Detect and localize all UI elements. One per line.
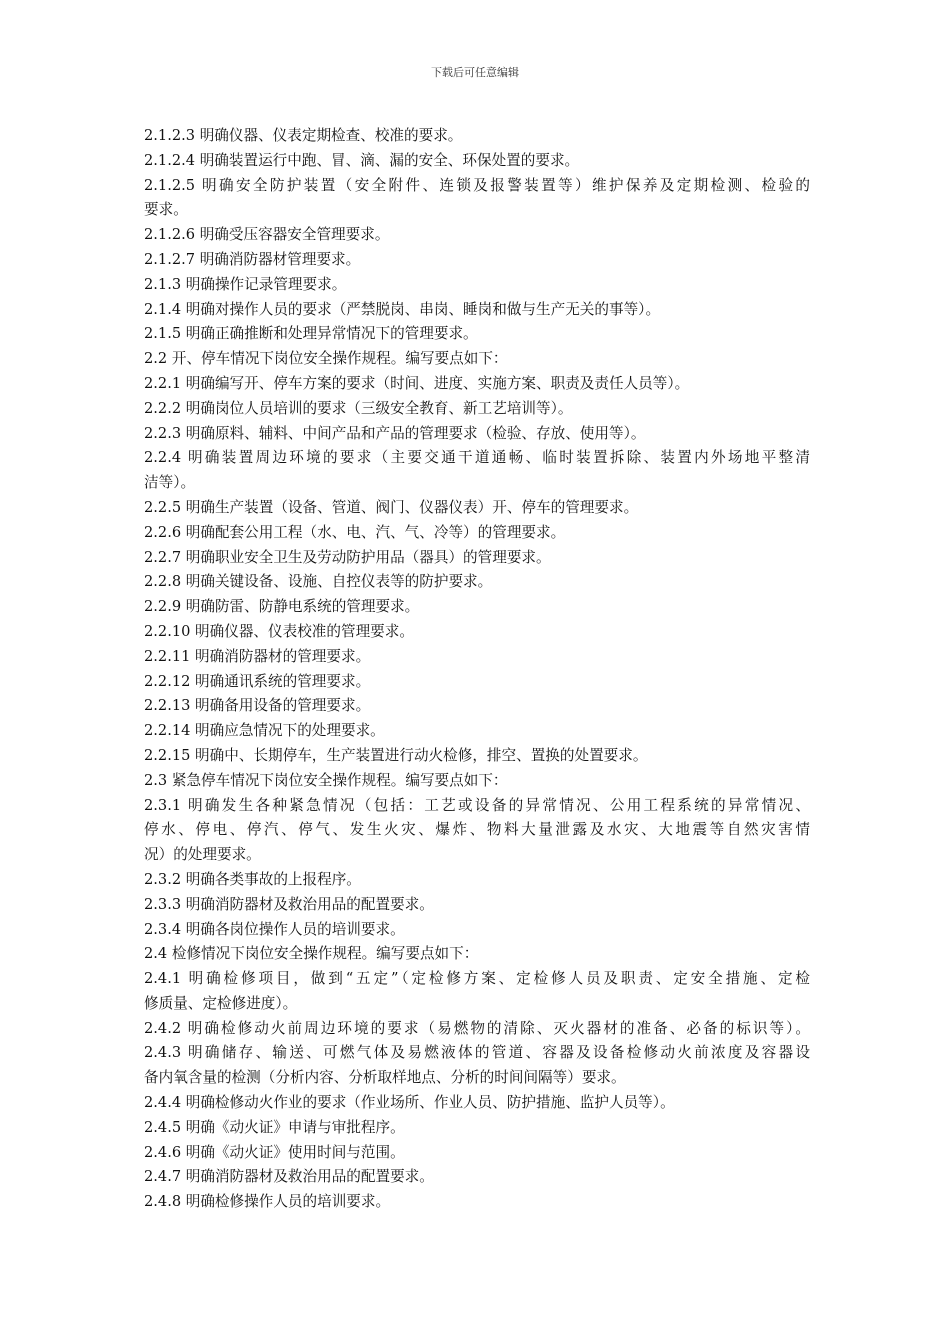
text-line: 2.1.5 明确正确推断和处理异常情况下的管理要求。 [144,325,478,343]
text-line: 2.2.12 明确通讯系统的管理要求。 [144,672,371,690]
text-line: 2.2.15 明确中、长期停车，生产装置进行动火检修，排空、置换的处置要求。 [144,746,648,764]
text-line: 要求。 [144,201,188,219]
text-line: 2.3.4 明确各岗位操作人员的培训要求。 [144,920,405,938]
text-line: 2.4.8 明确检修操作人员的培训要求。 [144,1193,391,1211]
text-line: 2.1.2.4 明确装置运行中跑、冒、滴、漏的安全、环保处置的要求。 [144,151,580,169]
text-line: 2.2.8 明确关键设备、设施、自控仪表等的防护要求。 [144,573,493,591]
text-line: 2.2.6 明确配套公用工程（水、电、汽、气、冷等）的管理要求。 [144,523,566,541]
text-line: 2.3.3 明确消防器材及救治用品的配置要求。 [144,895,434,913]
text-line: 2.2.9 明确防雷、防静电系统的管理要求。 [144,598,420,616]
text-line: 2.3.1 明确发生各种紧急情况（包括：工艺或设备的异常情况、公用工程系统的异常情况、 [144,796,810,814]
text-line: 2.2.10 明确仪器、仪表校准的管理要求。 [144,622,414,640]
text-line: 况）的处理要求。 [144,846,261,864]
text-line: 2.4.4 明确检修动火作业的要求（作业场所、作业人员、防护措施、监护人员等）。 [144,1094,675,1112]
document-body [144,124,810,1215]
text-line: 2.2.3 明确原料、辅料、中间产品和产品的管理要求（检验、存放、使用等）。 [144,424,646,442]
text-line: 2.4 检修情况下岗位安全操作规程。编写要点如下： [144,945,479,963]
text-line: 2.2.7 明确职业安全卫生及劳动防护用品（器具）的管理要求。 [144,548,551,566]
text-line: 洁等）。 [144,474,196,492]
text-line: 2.2.11 明确消防器材的管理要求。 [144,647,371,665]
text-line: 停水、停电、停汽、停气、发生火灾、爆炸、物料大量泄露及水灾、大地震等自然灾害情 [144,821,810,839]
text-line: 2.2 开、停车情况下岗位安全操作规程。编写要点如下： [144,350,508,368]
text-line: 2.2.5 明确生产装置（设备、管道、阀门、仪器仪表）开、停车的管理要求。 [144,498,639,516]
text-line: 2.4.3 明确储存、输送、可燃气体及易燃液体的管道、容器及设备检修动火前浓度及容器设 [144,1044,810,1062]
text-line: 2.1.4 明确对操作人员的要求（严禁脱岗、串岗、睡岗和做与生产无关的事等）。 [144,300,661,318]
text-line: 2.1.2.7 明确消防器材管理要求。 [144,250,361,268]
text-line: 2.2.13 明确备用设备的管理要求。 [144,697,371,715]
text-line: 2.4.2 明确检修动火前周边环境的要求（易燃物的清除、灭火器材的准备、必备的标识等）。 [144,1019,810,1037]
page-header: 下载后可任意编辑 [431,66,519,79]
text-line: 2.4.5 明确《动火证》申请与审批程序。 [144,1118,405,1136]
text-line: 2.3 紧急停车情况下岗位安全操作规程。编写要点如下： [144,771,508,789]
text-line: 2.2.2 明确岗位人员培训的要求（三级安全教育、新工艺培训等）。 [144,399,573,417]
text-line: 2.1.2.3 明确仪器、仪表定期检查、校准的要求。 [144,127,463,144]
text-line: 2.4.1 明确检修项目，做到“五定”（定检修方案、定检修人员及职责、定安全措施、定检 [144,970,810,988]
text-line: 2.1.2.6 明确受压容器安全管理要求。 [144,226,390,244]
text-line: 2.1.3 明确操作记录管理要求。 [144,275,347,293]
text-line: 2.4.6 明确《动火证》使用时间与范围。 [144,1143,405,1161]
text-line: 2.2.14 明确应急情况下的处理要求。 [144,722,385,740]
text-line: 修质量、定检修进度）。 [144,994,298,1012]
text-line: 备内氧含量的检测（分析内容、分析取样地点、分析的时间间隔等）要求。 [144,1069,626,1087]
text-line: 2.2.1 明确编写开、停车方案的要求（时间、进度、实施方案、职责及责任人员等）。 [144,374,690,392]
text-line: 2.1.2.5 明确安全防护装置（安全附件、连锁及报警装置等）维护保养及定期检测、检验的 [144,176,810,194]
text-line: 2.3.2 明确各类事故的上报程序。 [144,870,361,888]
text-line: 2.2.4 明确装置周边环境的要求（主要交通干道通畅、临时装置拆除、装置内外场地平整清 [144,449,810,467]
text-line: 2.4.7 明确消防器材及救治用品的配置要求。 [144,1168,434,1186]
